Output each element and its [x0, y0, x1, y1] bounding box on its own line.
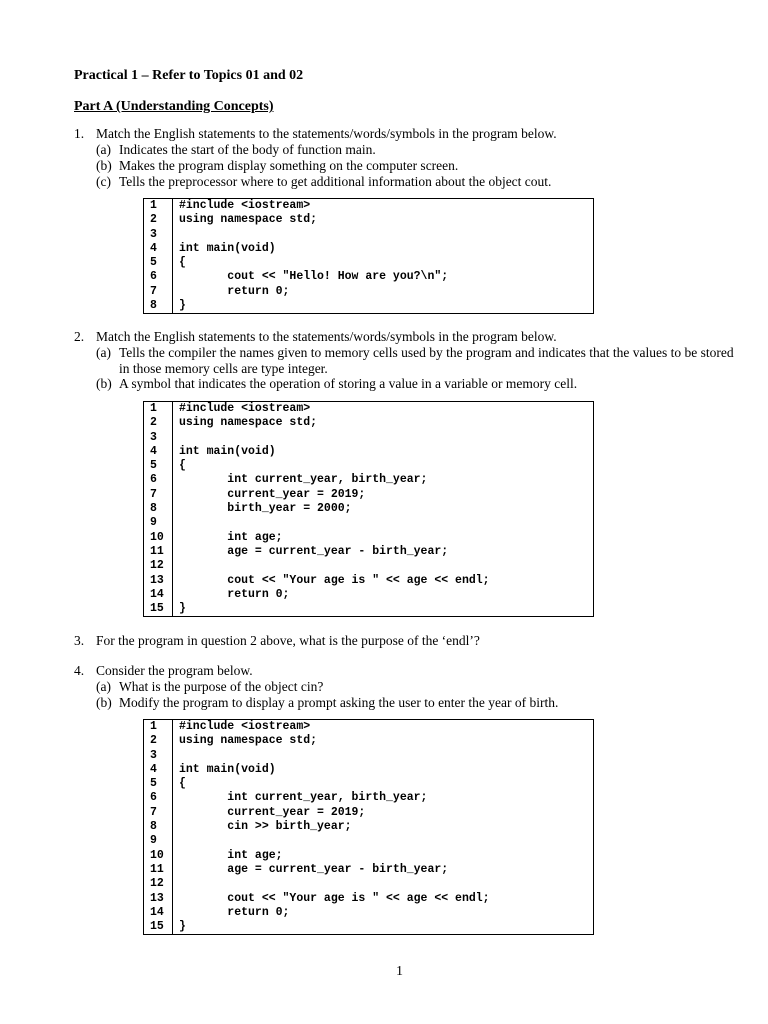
- line-number-gutter: [144, 199, 173, 313]
- code-line: return 0;: [179, 587, 290, 601]
- code-line: age = current_year - birth_year;: [179, 862, 449, 876]
- item-text: A symbol that indicates the operation of storing a value in a variable or memory cell.: [119, 376, 578, 391]
- line-number: 1: [150, 199, 157, 212]
- code-line: int current_year, birth_year;: [179, 791, 428, 805]
- line-number: 1: [150, 402, 157, 415]
- line-number: 11: [150, 862, 164, 876]
- line-number: 7: [150, 805, 157, 819]
- code-line: using namespace std;: [179, 734, 318, 748]
- question-text: Match the English statements to the statements/words/symbols in the program below.: [96, 329, 557, 344]
- question-number: 2.: [74, 329, 85, 344]
- line-number: 15: [150, 602, 164, 616]
- item-text: Modify the program to display a prompt asking the user to enter the year of birth.: [119, 695, 559, 710]
- code-line: int main(void): [179, 444, 276, 458]
- line-number: 10: [150, 848, 164, 862]
- question-text: Consider the program below.: [96, 663, 253, 678]
- line-number: 15: [150, 920, 164, 934]
- line-number: 7: [150, 284, 157, 298]
- line-number: 9: [150, 834, 157, 848]
- code-line: return 0;: [179, 905, 290, 919]
- code-line: [179, 834, 593, 848]
- line-number: 12: [150, 559, 164, 573]
- code-source: [179, 720, 593, 934]
- line-number: 9: [150, 516, 157, 530]
- code-line: cout << "Your age is " << age << endl;: [179, 891, 490, 905]
- question-number: 1.: [74, 126, 85, 141]
- line-number: 4: [150, 241, 157, 255]
- item-label: (b): [96, 158, 112, 173]
- item-label: (b): [96, 695, 112, 710]
- code-line: cout << "Your age is " << age << endl;: [179, 573, 490, 587]
- code-listing-1: [143, 198, 594, 314]
- line-number: 5: [150, 777, 157, 791]
- code-source: [179, 199, 593, 313]
- part-heading: Part A (Understanding Concepts): [74, 99, 274, 114]
- line-number: 1: [150, 720, 157, 733]
- code-line: #include <iostream>: [179, 720, 311, 733]
- item-label: (a): [96, 142, 111, 157]
- line-number: 3: [150, 748, 157, 762]
- line-number-gutter: [144, 720, 173, 934]
- code-line: [179, 559, 593, 573]
- code-line: #include <iostream>: [179, 199, 311, 212]
- item-text: What is the purpose of the object cin?: [119, 679, 324, 694]
- code-listing-3: [143, 719, 594, 935]
- code-line: }: [179, 299, 186, 313]
- item-text: Indicates the start of the body of function main.: [119, 142, 376, 157]
- line-number: 5: [150, 459, 157, 473]
- line-number: 8: [150, 502, 157, 516]
- code-line: return 0;: [179, 284, 290, 298]
- line-number: 8: [150, 299, 157, 313]
- line-number: 6: [150, 473, 157, 487]
- question-number: 4.: [74, 663, 85, 678]
- item-label: (b): [96, 376, 112, 391]
- code-line: cin >> birth_year;: [179, 820, 352, 834]
- page-number: 1: [396, 964, 403, 979]
- line-number: 7: [150, 487, 157, 501]
- code-line: current_year = 2019;: [179, 805, 366, 819]
- code-line: using namespace std;: [179, 416, 318, 430]
- code-line: using namespace std;: [179, 213, 318, 227]
- code-line: [179, 228, 593, 242]
- line-number: 4: [150, 762, 157, 776]
- code-line: {: [179, 777, 186, 791]
- code-source: [179, 402, 593, 616]
- code-line: {: [179, 459, 186, 473]
- code-line: int main(void): [179, 762, 276, 776]
- line-number: 5: [150, 256, 157, 270]
- code-line: [179, 431, 593, 445]
- line-number: 3: [150, 430, 157, 444]
- code-line: int current_year, birth_year;: [179, 473, 428, 487]
- item-label: (a): [96, 345, 111, 360]
- line-number: 14: [150, 905, 164, 919]
- practical-title: Practical 1 – Refer to Topics 01 and 02: [74, 68, 304, 83]
- code-line: int age;: [179, 530, 283, 544]
- code-line: cout << "Hello! How are you?\n";: [179, 270, 449, 284]
- code-line: }: [179, 602, 186, 616]
- item-text: Makes the program display something on the computer screen.: [119, 158, 459, 173]
- code-line: [179, 516, 593, 530]
- line-number: 4: [150, 444, 157, 458]
- code-line: current_year = 2019;: [179, 487, 366, 501]
- line-number: 10: [150, 530, 164, 544]
- line-number: 8: [150, 820, 157, 834]
- code-line: age = current_year - birth_year;: [179, 544, 449, 558]
- code-line: {: [179, 256, 186, 270]
- item-text: Tells the preprocessor where to get additional information about the object cout.: [119, 174, 552, 189]
- item-label: (c): [96, 174, 111, 189]
- line-number: 2: [150, 734, 157, 748]
- item-label: (a): [96, 679, 111, 694]
- code-listing-2: [143, 401, 594, 617]
- line-number-gutter: [144, 402, 173, 616]
- line-number: 2: [150, 416, 157, 430]
- question-text: For the program in question 2 above, what is the purpose of the ‘endl’?: [96, 633, 480, 648]
- question-number: 3.: [74, 633, 85, 648]
- item-text: Tells the compiler the names given to memory cells used by the program and indicates that the values to be stored in those memory cells are type integer.: [119, 345, 734, 376]
- code-line: [179, 877, 593, 891]
- question-text: Match the English statements to the statements/words/symbols in the program below.: [96, 126, 557, 141]
- line-number: 13: [150, 891, 164, 905]
- code-line: [179, 749, 593, 763]
- line-number: 11: [150, 544, 164, 558]
- code-line: int age;: [179, 848, 283, 862]
- code-line: int main(void): [179, 241, 276, 255]
- line-number: 2: [150, 213, 157, 227]
- code-line: }: [179, 920, 186, 934]
- line-number: 13: [150, 573, 164, 587]
- line-number: 12: [150, 877, 164, 891]
- line-number: 6: [150, 270, 157, 284]
- line-number: 14: [150, 587, 164, 601]
- code-line: #include <iostream>: [179, 402, 311, 415]
- line-number: 3: [150, 227, 157, 241]
- line-number: 6: [150, 791, 157, 805]
- code-line: birth_year = 2000;: [179, 502, 352, 516]
